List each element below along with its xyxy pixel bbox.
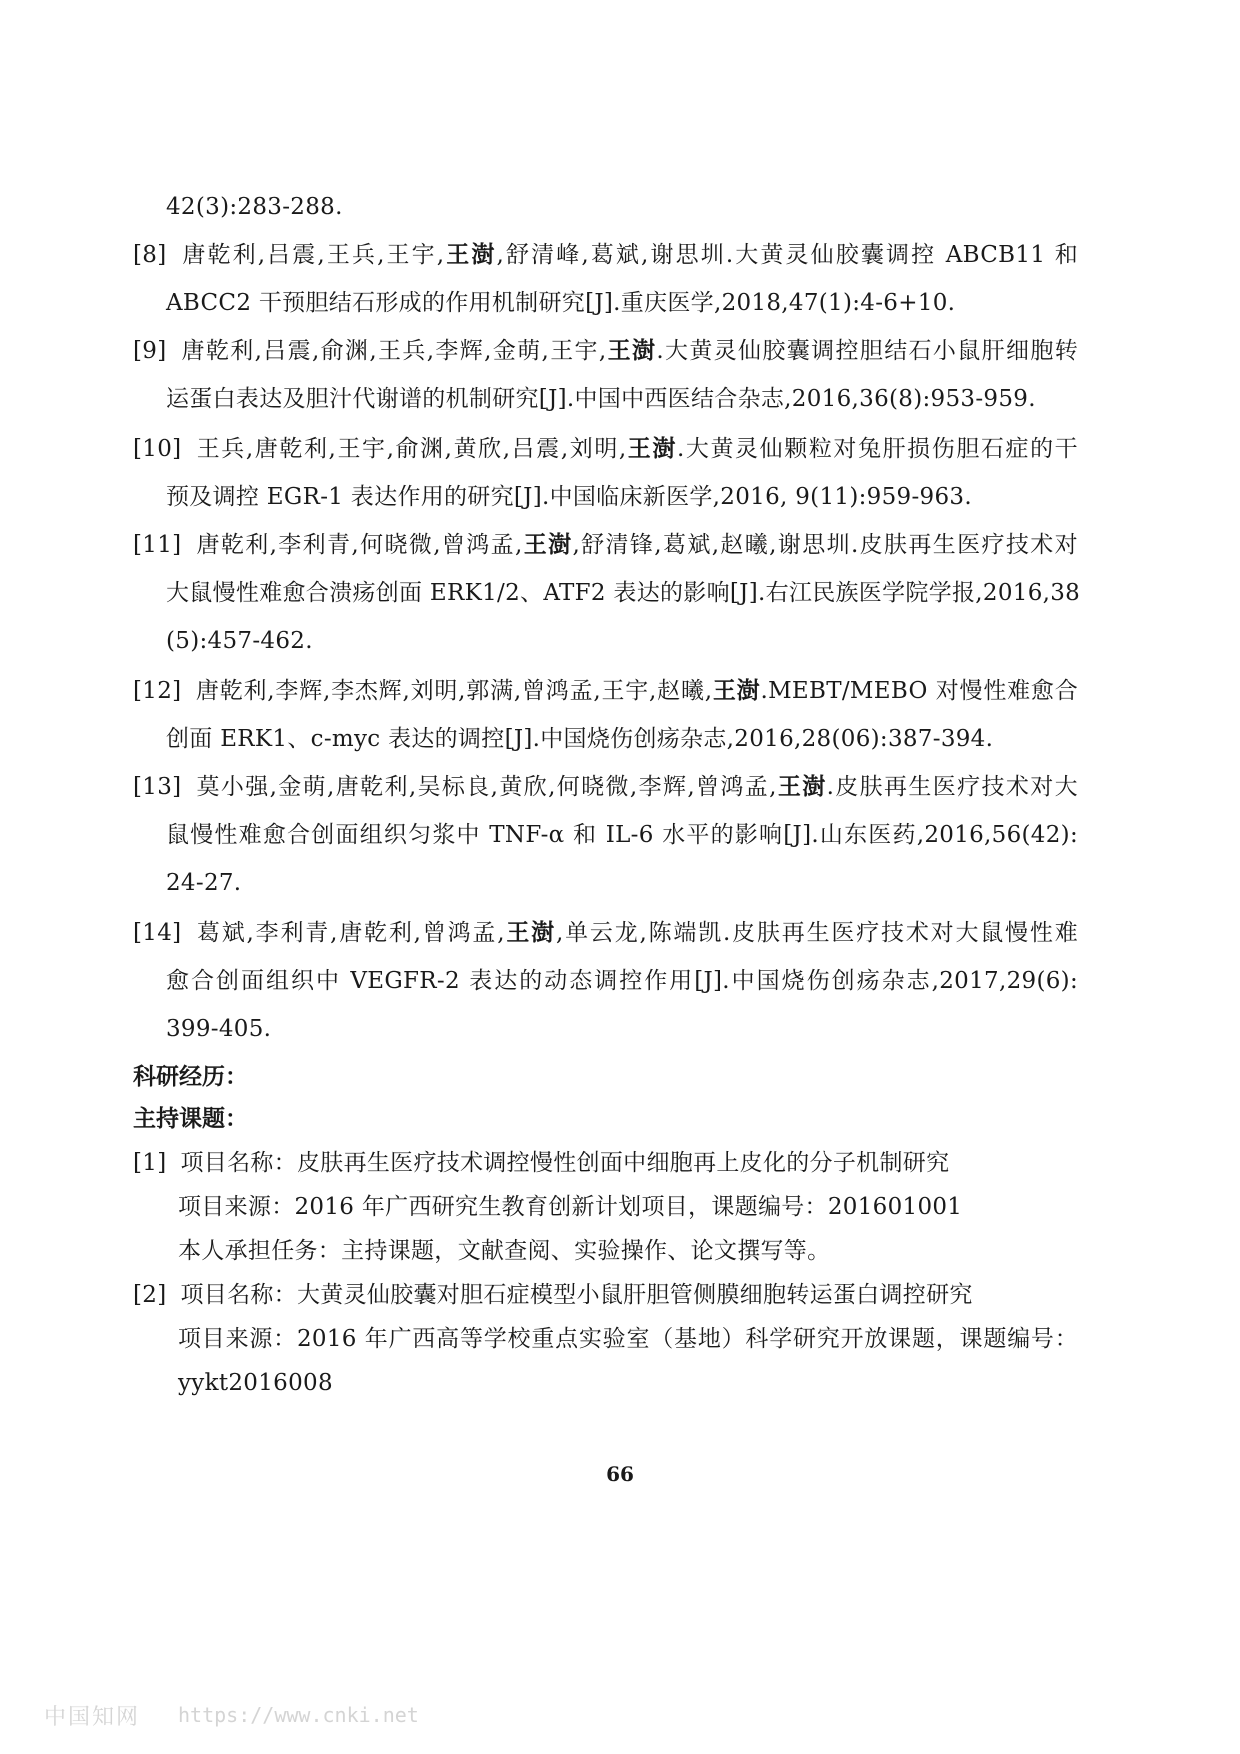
reference-text: .大黄灵仙颗粒对兔肝损伤胆石症的干 bbox=[676, 436, 1078, 462]
reference-authors: 唐乾利,吕震,王兵,王宇, bbox=[180, 242, 445, 268]
reference-11-line-3: (5):457-462. bbox=[166, 628, 313, 654]
reference-authors: 葛斌,李利青,唐乾利,曾鸿孟, bbox=[195, 920, 505, 946]
project-1-name bbox=[133, 1148, 949, 1178]
reference-text: ,舒清峰,葛斌,谢思圳.大黄灵仙胶囊调控 ABCB11 和 bbox=[496, 242, 1078, 268]
highlighted-author: 王澍 bbox=[626, 435, 677, 462]
project-1-source: 项目来源：2016 年广西研究生教育创新计划项目，课题编号：201601001 bbox=[178, 1194, 963, 1220]
reference-authors: 莫小强,金萌,唐乾利,吴标良,黄欣,何晓微,李辉,曾鸿孟, bbox=[195, 774, 777, 800]
reference-12-line-1 bbox=[133, 676, 1078, 706]
reference-text: ,单云龙,陈端凯.皮肤再生医疗技术对大鼠慢性难 bbox=[555, 920, 1078, 946]
reference-authors: 唐乾利,吕震,俞渊,王兵,李辉,金萌,王宇, bbox=[180, 338, 607, 364]
project-name-text: 项目名称：大黄灵仙胶囊对胆石症模型小鼠肝胆管侧膜细胞转运蛋白调控研究 bbox=[180, 1282, 973, 1308]
project-name-text: 项目名称：皮肤再生医疗技术调控慢性创面中细胞再上皮化的分子机制研究 bbox=[180, 1150, 950, 1176]
highlighted-author: 王澍 bbox=[522, 531, 573, 558]
highlighted-author: 王澍 bbox=[712, 677, 761, 704]
highlighted-author: 王澍 bbox=[504, 919, 556, 946]
reference-number: [13] bbox=[133, 774, 182, 800]
section-heading-projects: 主持课题： bbox=[133, 1105, 248, 1132]
reference-9-line-1 bbox=[133, 336, 1078, 366]
reference-14-line-3: 399-405. bbox=[166, 1016, 272, 1042]
reference-text: .皮肤再生医疗技术对大 bbox=[826, 774, 1078, 800]
reference-11-line-2: 大鼠慢性难愈合溃疡创面 ERK1/2、ATF2 表达的影响[J].右江民族医学院学报,2016,38 bbox=[166, 580, 1081, 606]
project-2-source: 项目来源：2016 年广西高等学校重点实验室（基地）科学研究开放课题，课题编号： bbox=[178, 1326, 1078, 1352]
reference-number: [14] bbox=[133, 920, 182, 946]
reference-authors: 王兵,唐乾利,王宇,俞渊,黄欣,吕震,刘明, bbox=[195, 436, 627, 462]
reference-13-line-1 bbox=[133, 772, 1078, 802]
reference-number: [8] bbox=[133, 242, 167, 268]
reference-10-line-2: 预及调控 EGR-1 表达作用的研究[J].中国临床新医学,2016, 9(11):959-963. bbox=[166, 484, 972, 510]
reference-authors: 唐乾利,李辉,李杰辉,刘明,郭满,曾鸿孟,王宇,赵曦, bbox=[195, 678, 713, 704]
highlighted-author: 王澍 bbox=[776, 773, 827, 800]
reference-number: [9] bbox=[133, 338, 167, 364]
reference-number: [12] bbox=[133, 678, 182, 704]
page-number: 66 bbox=[606, 1462, 634, 1486]
reference-number: [10] bbox=[133, 436, 182, 462]
watermark-url: https://www.cnki.net bbox=[178, 1703, 419, 1727]
reference-10-line-1 bbox=[133, 434, 1078, 464]
highlighted-author: 王澍 bbox=[444, 241, 497, 268]
reference-8-line-2: ABCC2 干预胆结石形成的作用机制研究[J].重庆医学,2018,47(1):4-6+10. bbox=[166, 290, 956, 316]
reference-13-line-2: 鼠慢性难愈合创面组织匀浆中 TNF-α 和 IL-6 水平的影响[J].山东医药,2016,56(42): bbox=[166, 822, 1078, 848]
project-number: [2] bbox=[133, 1282, 167, 1308]
reference-continuation: 42(3):283-288. bbox=[166, 194, 343, 220]
project-2-name bbox=[133, 1280, 973, 1310]
reference-11-line-1 bbox=[133, 530, 1078, 560]
watermark-site-name: 中国知网 bbox=[44, 1705, 141, 1730]
reference-number: [11] bbox=[133, 532, 182, 558]
reference-text: .大黄灵仙胶囊调控胆结石小鼠肝细胞转 bbox=[656, 338, 1078, 364]
project-1-task: 本人承担任务：主持课题，文献查阅、实验操作、论文撰写等。 bbox=[178, 1238, 831, 1264]
reference-authors: 唐乾利,李利青,何晓微,曾鸿孟, bbox=[195, 532, 523, 558]
reference-14-line-1 bbox=[133, 918, 1078, 948]
project-2-source-code: yykt2016008 bbox=[178, 1370, 333, 1396]
reference-text: .MEBT/MEBO 对慢性难愈合 bbox=[760, 678, 1078, 704]
reference-8-line-1 bbox=[133, 240, 1078, 270]
reference-text: ,舒清锋,葛斌,赵曦,谢思圳.皮肤再生医疗技术对 bbox=[572, 532, 1078, 558]
project-number: [1] bbox=[133, 1150, 167, 1176]
section-heading-experience: 科研经历： bbox=[133, 1063, 248, 1090]
reference-12-line-2: 创面 ERK1、c-myc 表达的调控[J].中国烧伤创疡杂志,2016,28(06):387-394. bbox=[166, 726, 994, 752]
reference-14-line-2: 愈合创面组织中 VEGFR-2 表达的动态调控作用[J].中国烧伤创疡杂志,2017,29(6): bbox=[166, 968, 1078, 994]
highlighted-author: 王澍 bbox=[606, 337, 657, 364]
reference-9-line-2: 运蛋白表达及胆汁代谢谱的机制研究[J].中国中西医结合杂志,2016,36(8):953-959. bbox=[166, 386, 1036, 412]
reference-13-line-3: 24-27. bbox=[166, 870, 242, 896]
